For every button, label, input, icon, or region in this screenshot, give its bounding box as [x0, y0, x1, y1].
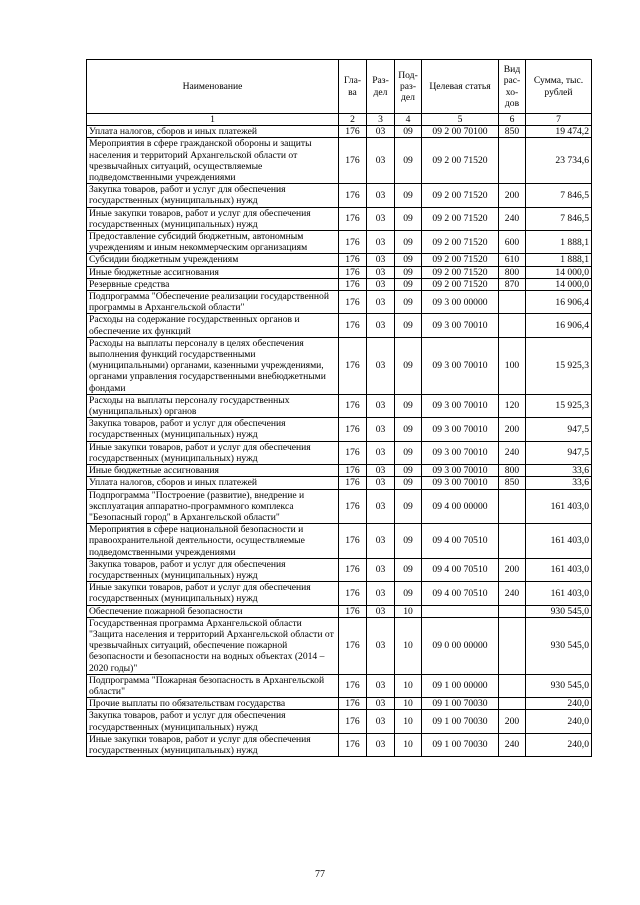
column-number: 6 [499, 114, 526, 126]
row-subsection: 09 [395, 231, 422, 254]
row-expense-type: 850 [499, 477, 526, 489]
row-section: 03 [367, 394, 395, 417]
header-target-item: Целевая статья [422, 60, 499, 114]
row-section: 03 [367, 291, 395, 314]
row-chapter: 176 [339, 207, 367, 230]
row-subsection: 10 [395, 605, 422, 617]
row-section: 03 [367, 617, 395, 674]
row-expense-type: 870 [499, 278, 526, 290]
header-expense-type: Вид рас-хо-дов [499, 60, 526, 114]
row-expense-type: 240 [499, 733, 526, 756]
row-subsection: 09 [395, 524, 422, 559]
row-expense-type: 200 [499, 710, 526, 733]
row-name: Подпрограмма "Построение (развитие), внедрение и эксплуатация аппаратно-программного комплекса "Безопасный город" в Архангельской области" [87, 489, 339, 524]
row-chapter: 176 [339, 477, 367, 489]
row-name: Иные бюджетные ассигнования [87, 266, 339, 278]
row-chapter: 176 [339, 254, 367, 266]
row-name: Субсидии бюджетным учреждениям [87, 254, 339, 266]
table-row [87, 231, 592, 254]
row-name: Иные закупки товаров, работ и услуг для обеспечения государственных (муниципальных) нужд [87, 733, 339, 756]
row-expense-type [499, 489, 526, 524]
row-target-item: 09 2 00 71520 [422, 207, 499, 230]
row-amount: 240,0 [526, 733, 592, 756]
row-expense-type [499, 138, 526, 184]
row-subsection: 10 [395, 674, 422, 697]
row-amount: 15 925,3 [526, 394, 592, 417]
row-target-item: 09 0 00 00000 [422, 617, 499, 674]
row-subsection: 09 [395, 207, 422, 230]
row-target-item: 09 4 00 70510 [422, 558, 499, 581]
row-section: 03 [367, 418, 395, 441]
row-expense-type: 200 [499, 418, 526, 441]
column-number: 4 [395, 114, 422, 126]
row-amount: 947,5 [526, 441, 592, 464]
row-chapter: 176 [339, 617, 367, 674]
row-amount: 14 000,0 [526, 266, 592, 278]
row-section: 03 [367, 582, 395, 605]
row-chapter: 176 [339, 698, 367, 710]
column-number: 1 [87, 114, 339, 126]
row-target-item: 09 3 00 70010 [422, 337, 499, 394]
table-row [87, 418, 592, 441]
row-section: 03 [367, 710, 395, 733]
row-subsection: 09 [395, 558, 422, 581]
row-target-item: 09 1 00 00000 [422, 674, 499, 697]
row-amount: 161 403,0 [526, 524, 592, 559]
table-row [87, 138, 592, 184]
row-section: 03 [367, 524, 395, 559]
row-chapter: 176 [339, 394, 367, 417]
row-name: Закупка товаров, работ и услуг для обеспечения государственных (муниципальных) нужд [87, 558, 339, 581]
row-amount: 16 906,4 [526, 314, 592, 337]
budget-table [86, 59, 592, 757]
row-name: Расходы на выплаты персоналу в целях обеспечения выполнения функций государственными (муниципальными) органами, казенными учреждениями, органами управления государственными внебюджетными фондами [87, 337, 339, 394]
row-name: Резервные средства [87, 278, 339, 290]
row-chapter: 176 [339, 489, 367, 524]
row-target-item: 09 2 00 71520 [422, 254, 499, 266]
table-row [87, 254, 592, 266]
row-chapter: 176 [339, 582, 367, 605]
row-chapter: 176 [339, 710, 367, 733]
row-expense-type: 120 [499, 394, 526, 417]
row-name: Мероприятия в сфере национальной безопасности и правоохранительной деятельности, осуществляемые подведомственными учреждениями [87, 524, 339, 559]
row-target-item: 09 3 00 70010 [422, 465, 499, 477]
row-target-item: 09 2 00 71520 [422, 138, 499, 184]
row-target-item [422, 605, 499, 617]
table-row [87, 582, 592, 605]
row-expense-type [499, 698, 526, 710]
row-subsection: 09 [395, 441, 422, 464]
table-row [87, 605, 592, 617]
table-row [87, 698, 592, 710]
row-chapter: 176 [339, 291, 367, 314]
table-row [87, 278, 592, 290]
row-target-item: 09 2 00 71520 [422, 266, 499, 278]
row-section: 03 [367, 138, 395, 184]
row-section: 03 [367, 266, 395, 278]
row-expense-type [499, 617, 526, 674]
row-target-item: 09 4 00 70510 [422, 524, 499, 559]
row-subsection: 09 [395, 278, 422, 290]
row-section: 03 [367, 558, 395, 581]
row-target-item: 09 4 00 70510 [422, 582, 499, 605]
row-target-item: 09 3 00 70010 [422, 441, 499, 464]
row-chapter: 176 [339, 674, 367, 697]
row-expense-type: 240 [499, 441, 526, 464]
row-subsection: 10 [395, 733, 422, 756]
row-target-item: 09 2 00 71520 [422, 184, 499, 207]
row-name: Прочие выплаты по обязательствам государства [87, 698, 339, 710]
row-subsection: 10 [395, 617, 422, 674]
row-amount: 1 888,1 [526, 231, 592, 254]
row-section: 03 [367, 477, 395, 489]
row-amount: 161 403,0 [526, 489, 592, 524]
row-subsection: 09 [395, 337, 422, 394]
row-amount: 15 925,3 [526, 337, 592, 394]
row-subsection: 09 [395, 138, 422, 184]
row-expense-type: 200 [499, 184, 526, 207]
row-expense-type: 100 [499, 337, 526, 394]
header-amount: Сумма, тыс. рублей [526, 60, 592, 114]
row-amount: 14 000,0 [526, 278, 592, 290]
row-expense-type [499, 314, 526, 337]
row-section: 03 [367, 278, 395, 290]
row-name: Закупка товаров, работ и услуг для обеспечения государственных (муниципальных) нужд [87, 184, 339, 207]
row-subsection: 09 [395, 394, 422, 417]
table-row [87, 617, 592, 674]
header-chapter: Гла-ва [339, 60, 367, 114]
row-subsection: 09 [395, 465, 422, 477]
row-amount: 240,0 [526, 698, 592, 710]
table-row [87, 126, 592, 138]
row-name: Иные закупки товаров, работ и услуг для обеспечения государственных (муниципальных) нужд [87, 582, 339, 605]
row-subsection: 09 [395, 314, 422, 337]
row-section: 03 [367, 254, 395, 266]
row-subsection: 10 [395, 698, 422, 710]
row-subsection: 09 [395, 489, 422, 524]
row-expense-type: 800 [499, 266, 526, 278]
table-row [87, 710, 592, 733]
row-chapter: 176 [339, 605, 367, 617]
row-amount: 19 474,2 [526, 126, 592, 138]
row-subsection: 09 [395, 184, 422, 207]
header-name: Наименование [87, 60, 339, 114]
table-row [87, 266, 592, 278]
row-name: Закупка товаров, работ и услуг для обеспечения государственных (муниципальных) нужд [87, 418, 339, 441]
row-target-item: 09 3 00 70010 [422, 418, 499, 441]
row-target-item: 09 3 00 70010 [422, 394, 499, 417]
row-amount: 161 403,0 [526, 558, 592, 581]
row-target-item: 09 3 00 70010 [422, 477, 499, 489]
table-row [87, 314, 592, 337]
row-name: Уплата налогов, сборов и иных платежей [87, 477, 339, 489]
row-name: Расходы на выплаты персоналу государственных (муниципальных) органов [87, 394, 339, 417]
row-expense-type [499, 524, 526, 559]
row-section: 03 [367, 441, 395, 464]
column-number-row [87, 114, 592, 126]
column-number: 2 [339, 114, 367, 126]
row-chapter: 176 [339, 337, 367, 394]
row-name: Подпрограмма "Пожарная безопасность в Архангельской области" [87, 674, 339, 697]
row-subsection: 09 [395, 126, 422, 138]
table-row [87, 465, 592, 477]
row-expense-type: 610 [499, 254, 526, 266]
row-chapter: 176 [339, 314, 367, 337]
table-row [87, 733, 592, 756]
row-target-item: 09 3 00 70010 [422, 314, 499, 337]
table-row [87, 558, 592, 581]
row-target-item: 09 3 00 00000 [422, 291, 499, 314]
table-row [87, 394, 592, 417]
row-amount: 947,5 [526, 418, 592, 441]
row-amount: 930 545,0 [526, 617, 592, 674]
row-section: 03 [367, 337, 395, 394]
row-section: 03 [367, 489, 395, 524]
row-section: 03 [367, 698, 395, 710]
row-name: Иные закупки товаров, работ и услуг для обеспечения государственных (муниципальных) нужд [87, 441, 339, 464]
row-expense-type: 850 [499, 126, 526, 138]
row-expense-type [499, 674, 526, 697]
table-row [87, 207, 592, 230]
row-expense-type: 800 [499, 465, 526, 477]
table-header-row [87, 60, 592, 114]
row-subsection: 10 [395, 710, 422, 733]
row-chapter: 176 [339, 231, 367, 254]
column-number: 7 [526, 114, 592, 126]
table-row [87, 337, 592, 394]
row-section: 03 [367, 674, 395, 697]
row-section: 03 [367, 733, 395, 756]
row-target-item: 09 2 00 71520 [422, 231, 499, 254]
row-target-item: 09 4 00 00000 [422, 489, 499, 524]
row-name: Иные бюджетные ассигнования [87, 465, 339, 477]
row-section: 03 [367, 207, 395, 230]
row-amount: 161 403,0 [526, 582, 592, 605]
row-amount: 33,6 [526, 477, 592, 489]
row-amount: 930 545,0 [526, 674, 592, 697]
column-number: 5 [422, 114, 499, 126]
row-chapter: 176 [339, 138, 367, 184]
row-amount: 7 846,5 [526, 207, 592, 230]
row-amount: 930 545,0 [526, 605, 592, 617]
row-expense-type: 600 [499, 231, 526, 254]
table-row [87, 441, 592, 464]
row-amount: 16 906,4 [526, 291, 592, 314]
table-row [87, 291, 592, 314]
row-subsection: 09 [395, 418, 422, 441]
row-name: Государственная программа Архангельской области "Защита населения и территорий Архангельской области от чрезвычайных ситуаций, обеспечение пожарной безопасности и безопасности на водных объектах (2014 – 2020 годы)" [87, 617, 339, 674]
table-row [87, 674, 592, 697]
row-subsection: 09 [395, 291, 422, 314]
row-expense-type: 240 [499, 582, 526, 605]
row-amount: 1 888,1 [526, 254, 592, 266]
row-section: 03 [367, 605, 395, 617]
row-name: Мероприятия в сфере гражданской обороны и защиты населения и территорий Архангельской области от чрезвычайных ситуаций, осуществляемые подведомственными учреждениями [87, 138, 339, 184]
row-section: 03 [367, 231, 395, 254]
row-subsection: 09 [395, 477, 422, 489]
row-chapter: 176 [339, 418, 367, 441]
row-name: Расходы на содержание государственных органов и обеспечение их функций [87, 314, 339, 337]
row-target-item: 09 1 00 70030 [422, 698, 499, 710]
row-section: 03 [367, 465, 395, 477]
row-target-item: 09 1 00 70030 [422, 710, 499, 733]
row-subsection: 09 [395, 266, 422, 278]
row-target-item: 09 1 00 70030 [422, 733, 499, 756]
row-name: Обеспечение пожарной безопасности [87, 605, 339, 617]
row-subsection: 09 [395, 582, 422, 605]
row-expense-type: 200 [499, 558, 526, 581]
row-name: Иные закупки товаров, работ и услуг для обеспечения государственных (муниципальных) нужд [87, 207, 339, 230]
row-expense-type [499, 291, 526, 314]
table-row [87, 489, 592, 524]
table-row [87, 184, 592, 207]
row-amount: 7 846,5 [526, 184, 592, 207]
row-chapter: 176 [339, 733, 367, 756]
header-subsection: Под-раз-дел [395, 60, 422, 114]
column-number: 3 [367, 114, 395, 126]
row-expense-type: 240 [499, 207, 526, 230]
row-target-item: 09 2 00 71520 [422, 278, 499, 290]
row-chapter: 176 [339, 465, 367, 477]
row-chapter: 176 [339, 558, 367, 581]
page-number: 77 [315, 869, 325, 880]
row-section: 03 [367, 126, 395, 138]
row-name: Закупка товаров, работ и услуг для обеспечения государственных (муниципальных) нужд [87, 710, 339, 733]
row-target-item: 09 2 00 70100 [422, 126, 499, 138]
row-name: Подпрограмма "Обеспечение реализации государственной программы в Архангельской области" [87, 291, 339, 314]
row-section: 03 [367, 184, 395, 207]
row-chapter: 176 [339, 524, 367, 559]
row-chapter: 176 [339, 278, 367, 290]
table-row [87, 524, 592, 559]
row-amount: 240,0 [526, 710, 592, 733]
row-name: Предоставление субсидий бюджетным, автономным учреждениям и иным некоммерческим организациям [87, 231, 339, 254]
row-chapter: 176 [339, 441, 367, 464]
row-expense-type [499, 605, 526, 617]
row-subsection: 09 [395, 254, 422, 266]
row-amount: 33,6 [526, 465, 592, 477]
row-chapter: 176 [339, 126, 367, 138]
row-chapter: 176 [339, 184, 367, 207]
header-section: Раз-дел [367, 60, 395, 114]
row-section: 03 [367, 314, 395, 337]
row-name: Уплата налогов, сборов и иных платежей [87, 126, 339, 138]
row-amount: 23 734,6 [526, 138, 592, 184]
table-row [87, 477, 592, 489]
row-chapter: 176 [339, 266, 367, 278]
